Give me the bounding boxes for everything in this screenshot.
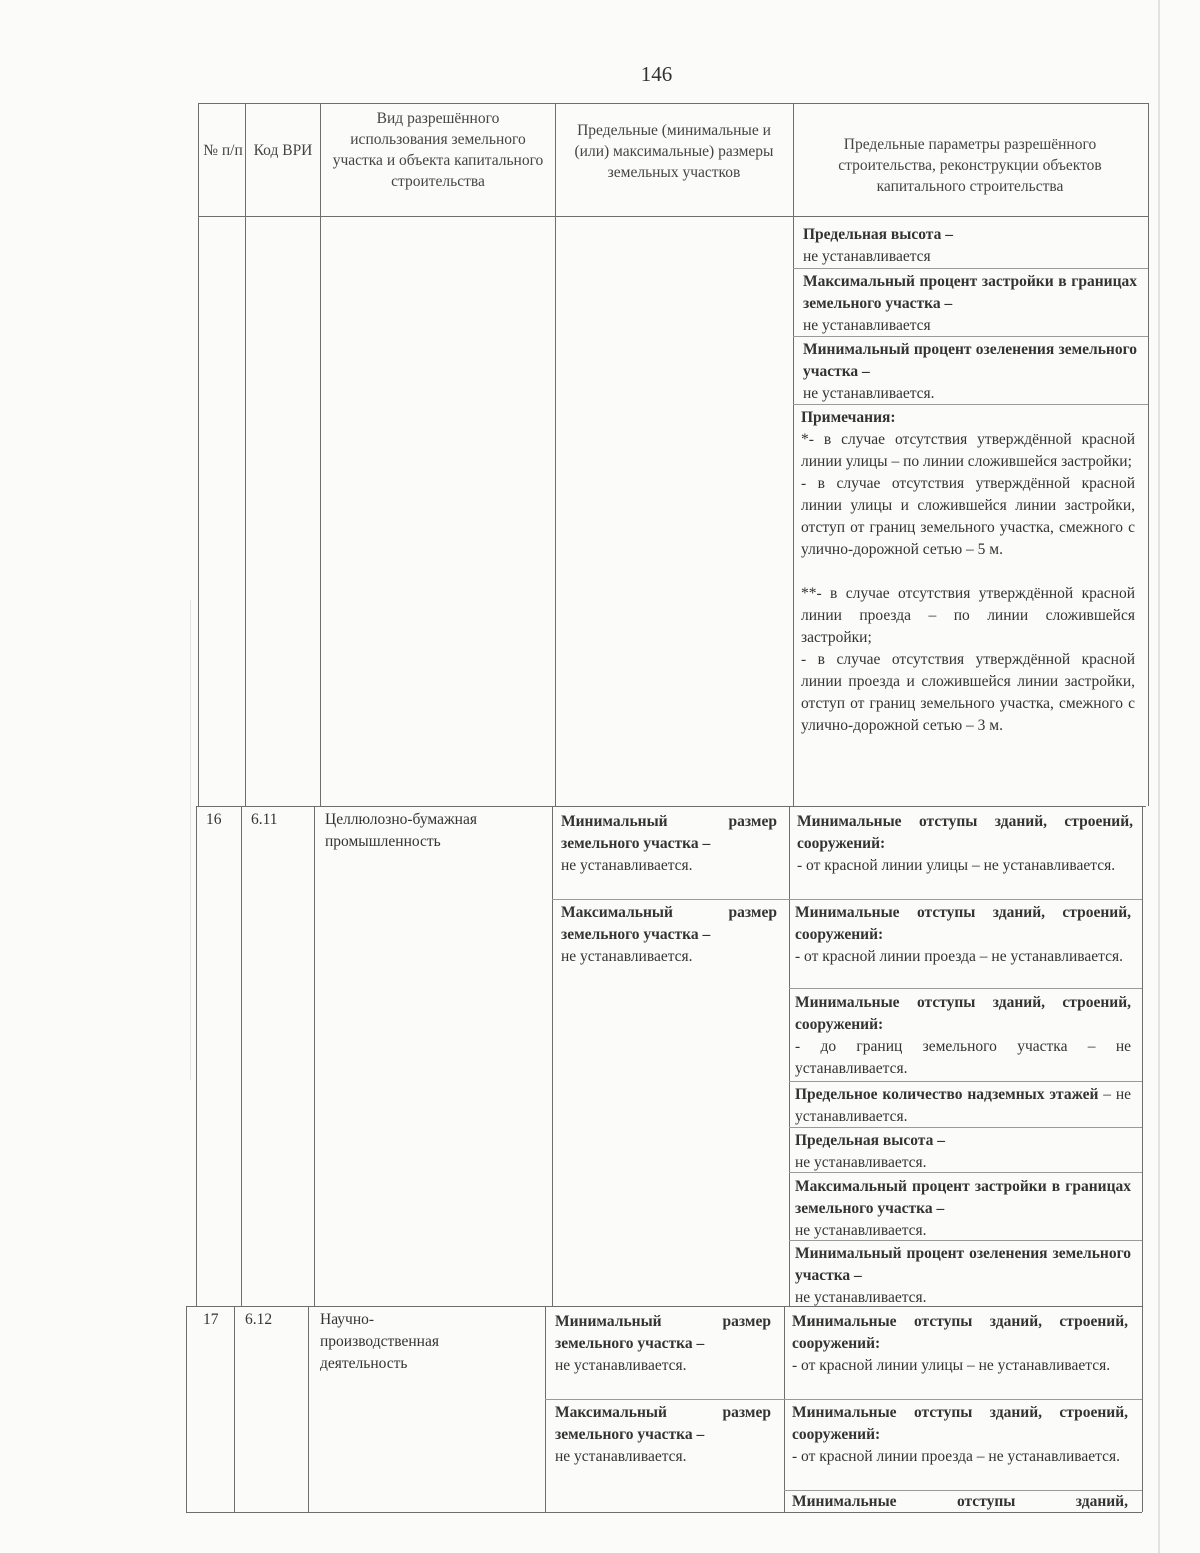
cont-height: Предельная высота – не устанавливается — [803, 226, 953, 265]
row16-param-3: Минимальные отступы зданий, строений, сооружений: - до границ земельного участка – не устанавливается. — [795, 994, 1131, 1077]
row16-num: 16 — [206, 811, 222, 828]
row16-param-2: Минимальные отступы зданий, строений, сооружений: - от красной линии проезда – не устанавливается. — [795, 904, 1131, 965]
row16-code: 6.11 — [251, 811, 278, 828]
cont-notes: Примечания: *- в случае отсутствия утверждённой красной линии улицы – по линии сложившейся застройки; - в случае отсутствия утверждённой красной линии улицы и сложившейся линии застройки, отступ от границ земельного участка, смежного с улично-дорожной сетью – 5 м. **- в случае отсутствия утверждённой красной линии проезда – по линии сложившейся застройки; - в случае отсутствия утверждённой красной линии проезда и сложившейся линии застройки, отступ от границ земельного участка, смежного с улично-дорожной сетью – 3 м. — [801, 409, 1135, 734]
header-num: № п/п — [203, 142, 243, 159]
row17-param-3: Минимальные отступы зданий, — [792, 1493, 1128, 1510]
row17-kind: Научно-производственная деятельность — [320, 1311, 439, 1372]
row17-code: 6.12 — [245, 1311, 273, 1328]
header-kind: Вид разрешённого использования земельного участка и объекта капитального строительства — [332, 110, 544, 190]
row16-max-size: Максимальный размер земельного участка – не устанавливается. — [561, 904, 777, 965]
row16-kind: Целлюлозно-бумажная промышленность — [325, 811, 477, 850]
row17-max-size: Максимальный размер земельного участка – не устанавливается. — [555, 1404, 771, 1465]
row16-param-6: Максимальный процент застройки в границах земельного участка – не устанавливается. — [795, 1178, 1131, 1239]
scan-mark — [190, 600, 191, 1080]
row17-param-1: Минимальные отступы зданий, строений, сооружений: - от красной линии улицы – не устанавливается. — [792, 1313, 1128, 1374]
row17-num: 17 — [203, 1311, 219, 1328]
row17-param-2: Минимальные отступы зданий, строений, сооружений: - от красной линии проезда – не устанавливается. — [792, 1404, 1128, 1465]
page-number: 146 — [640, 62, 673, 86]
row16-param-7: Минимальный процент озеленения земельного участка – не устанавливается. — [795, 1245, 1131, 1306]
row16-param-4: Предельное количество надземных этажей – не устанавливается. — [795, 1086, 1131, 1125]
header-params: Предельные параметры разрешённого строительства, реконструкции объектов капитального строительства — [838, 136, 1102, 195]
row16-param-5: Предельная высота – не устанавливается. — [795, 1132, 945, 1171]
header-code: Код ВРИ — [253, 142, 313, 159]
row16-param-1: Минимальные отступы зданий, строений, сооружений: - от красной линии улицы – не устанавливается. — [797, 813, 1133, 874]
cont-min-green: Минимальный процент озеленения земельного участка – не устанавливается. — [803, 341, 1137, 402]
row17-min-size: Минимальный размер земельного участка – не устанавливается. — [555, 1313, 771, 1374]
cont-max-pct: Максимальный процент застройки в границах земельного участка – не устанавливается — [803, 273, 1137, 334]
header-sizes: Предельные (минимальные и (или) максимальные) размеры земельных участков — [574, 122, 774, 181]
scan-edge — [1158, 0, 1160, 1553]
row16-min-size: Минимальный размер земельного участка – не устанавливается. — [561, 813, 777, 874]
